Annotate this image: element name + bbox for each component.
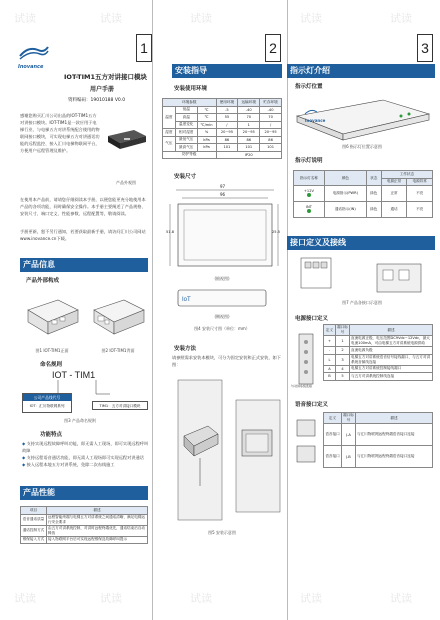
table-row xyxy=(163,106,282,114)
table-cell: L xyxy=(324,354,336,365)
table-cell: - xyxy=(324,347,336,355)
table-header: 指示灯名称 xyxy=(294,171,325,186)
table-cell: 气压 xyxy=(163,136,176,151)
table-cell: 通话 xyxy=(381,202,407,218)
power-connector-illustration xyxy=(291,332,321,388)
page-2 xyxy=(152,0,287,620)
brand-label: Inovance xyxy=(305,118,326,123)
subsection-method: 安装方法 xyxy=(174,346,197,352)
table-cell: / xyxy=(216,121,238,129)
dimension-drawing-top xyxy=(166,184,284,274)
table-header-row xyxy=(324,413,433,424)
feature-list xyxy=(22,440,148,468)
table-cell: 通话指示(IN) xyxy=(324,202,366,218)
table-header: 贮存环境 xyxy=(260,99,282,107)
table-header: 项目 xyxy=(21,507,47,515)
table-cell: 语音通话质量 xyxy=(21,514,47,525)
table-header-row xyxy=(324,325,433,336)
section-indicator: 指示灯介绍 xyxy=(287,64,435,78)
module-front-illustration xyxy=(24,290,82,340)
naming-box-company xyxy=(22,393,72,413)
watermark: 试读 xyxy=(14,592,36,605)
table-cell: 由五方对讲系统控制，对讲时远程终端优先，通话结束后自动释放 xyxy=(47,525,148,536)
table-header: 电源异常 xyxy=(407,178,433,186)
subsection-features: 功能特点 xyxy=(40,432,63,438)
table-cell: 通话控制方式 xyxy=(21,525,47,536)
figure-6-caption: 图6 指示灯位置示意图 xyxy=(342,144,382,149)
table-row xyxy=(163,121,282,129)
table-cell: 维保接入方式 xyxy=(21,536,47,544)
table-row xyxy=(163,144,282,152)
table-cell: 湿度 xyxy=(163,129,176,137)
dimension-inner-height-label: 25.5 xyxy=(272,230,281,234)
table-row xyxy=(324,373,433,381)
table-cell: 5 xyxy=(336,373,350,381)
feature-item: ◆ 接入远程本地五方对讲系统，免除二次布线施工 xyxy=(22,462,115,467)
table-cell: 与汇川物联网远程终端语音接口连接 xyxy=(356,446,433,468)
watermark: 试读 xyxy=(300,12,322,25)
watermark: 试读 xyxy=(100,12,122,25)
table-cell: 相对湿度 xyxy=(175,129,197,137)
table-header: 描述 xyxy=(47,507,148,515)
table-cell: A xyxy=(324,365,336,373)
table-cell: 4 xyxy=(336,365,350,373)
naming-box-company-title: 公司产品线代号 xyxy=(23,394,71,401)
table-cell: 101 xyxy=(238,144,260,152)
table-cell: 低温 xyxy=(175,106,197,114)
subsection-parts: 产品外部构成 xyxy=(26,278,60,284)
table-cell: 远程智能终端与电梯五方对讲系统之间通话清晰，满足电梯运行安全要求 xyxy=(47,514,148,525)
table-cell: -40 xyxy=(260,106,282,114)
led-green-icon xyxy=(307,193,311,197)
table-header: 端口标号 xyxy=(337,325,348,334)
section-product-info: 产品信息 xyxy=(20,258,148,272)
table-header: 端口标号 xyxy=(343,413,354,422)
installation-illustration-b xyxy=(232,396,284,516)
table-row xyxy=(294,202,433,218)
page-number: 2 xyxy=(265,34,281,62)
table-header: 描述 xyxy=(356,413,433,424)
page-1 xyxy=(0,0,152,620)
table-row xyxy=(324,347,433,355)
page-title: IOT-TIM1五方对讲接口模块 xyxy=(64,73,148,81)
subsection-dimensions: 安装尺寸 xyxy=(174,174,197,180)
manual-subtitle: 用户手册 xyxy=(90,86,115,93)
table-cell: 防护等级 xyxy=(163,151,217,159)
subsection-indicator-description: 指示灯说明 xyxy=(295,158,323,164)
table-row xyxy=(163,114,282,122)
figure-7-caption: 图7 产品各接口示意图 xyxy=(342,300,382,305)
module-back-illustration xyxy=(90,290,148,340)
table-cell: 与汇川物联网远程终端语音接口连接 xyxy=(356,424,433,446)
table-row xyxy=(21,514,148,525)
page-3 xyxy=(287,0,440,620)
table-cell: 绿色 xyxy=(366,202,381,218)
table-cell: -40 xyxy=(238,106,260,114)
table-cell: 1 xyxy=(238,121,260,129)
section-ports: 接口定义及接线 xyxy=(287,236,435,250)
watermark: 试读 xyxy=(300,592,322,605)
figure-3-caption: 图3 产品命名规则 xyxy=(64,418,96,423)
voice-port-table xyxy=(323,412,433,468)
feature-item: ◆ 支持远程语音通话功能，即无需人工现场即可实现远程对讲通话 xyxy=(22,455,144,460)
table-cell: 语音接口 xyxy=(324,446,342,468)
table-cell: 20~95 xyxy=(238,129,260,137)
model-number: IOT - TIM1 xyxy=(52,370,96,380)
table-row xyxy=(324,446,433,468)
watermark: 试读 xyxy=(390,12,412,25)
inovance-logo xyxy=(18,44,50,70)
table-header: 工作状态 xyxy=(381,171,432,179)
figure-4-caption: 图4 安装尺寸图（单位：mm） xyxy=(194,326,250,331)
table-cell: 温度 xyxy=(163,106,176,129)
table-cell: / xyxy=(260,121,282,129)
table-cell: 绿色 xyxy=(366,186,381,202)
table-row xyxy=(324,365,433,373)
table-cell: 高温 xyxy=(175,114,197,122)
table-cell: 语音接口 xyxy=(324,424,342,446)
document-code: 资料编码：19010188 V0.0 xyxy=(68,98,126,103)
table-row xyxy=(324,354,433,365)
table-cell: J-A xyxy=(342,424,356,446)
table-cell: 70 xyxy=(238,114,260,122)
led-green-icon xyxy=(307,209,311,213)
watermark: 试读 xyxy=(390,592,412,605)
table-cell: J-B xyxy=(342,446,356,468)
table-row xyxy=(324,424,433,446)
power-port-table xyxy=(323,324,433,381)
installation-illustration-a xyxy=(174,376,226,526)
page-number: 1 xyxy=(136,34,152,62)
table-cell: 电源指示(PWR) xyxy=(324,186,366,202)
table-header: 定义 xyxy=(324,413,342,424)
table-cell: 20~95 xyxy=(260,129,282,137)
page-number: 3 xyxy=(417,34,433,62)
table-cell: 最高气压 xyxy=(175,144,197,152)
table-cell: 101 xyxy=(260,144,282,152)
intro-paragraph: 感谢您购买汇川公司出品的IOT-TIM1五方对讲接口模块。IOT-TIM1是一款应用于电梯行业、与电梯五方对讲系统配合使用的物联网接口模块，可实现电梯五方对讲通话功能的远程监控、接入汇川电梯物联网平台，方便用户远程管理及维护。 xyxy=(20,113,100,153)
table-cell: 接入物联网平台后可实现远程维保及故障呼叫提示 xyxy=(47,536,148,544)
table-header: 运输环境 xyxy=(238,99,260,107)
table-header: 使用环境 xyxy=(216,99,238,107)
section-installation: 安装指导 xyxy=(172,64,282,78)
table-cell: kPa xyxy=(197,144,216,152)
table-row xyxy=(21,536,148,544)
top-view-label: (俯视图) xyxy=(214,276,230,281)
indicator-position-illustration xyxy=(293,96,433,142)
watermark: 试读 xyxy=(14,12,36,25)
table-cell: 温度变化 xyxy=(175,121,197,129)
table-cell: ℃/min xyxy=(197,121,216,129)
table-cell: 直流电源正极，电压范围DC9Vdc~12Vdc，最大电流100mA，可由电梯五方对讲系统电源供给 xyxy=(350,336,433,347)
product-photo-caption: 产品外观图 xyxy=(116,180,136,185)
table-cell: 86 xyxy=(238,136,260,144)
table-header: 描述 xyxy=(350,325,433,336)
intro-paragraph-2: 在使用本产品前，请请您仔细阅读本手册，以便您能更充分地使用本产品的各项功能，同时确保安全操作。本手册主要阐述了产品规格、安装尺寸、端口定义、性能参数、远程配置等，敬请阅读。 xyxy=(20,197,146,216)
led-label: INT xyxy=(305,205,312,209)
indicator-table xyxy=(293,170,433,218)
table-cell: 70 xyxy=(260,114,282,122)
table-cell: 101 xyxy=(216,144,238,152)
table-cell: kPa xyxy=(197,136,216,144)
table-cell: 1 xyxy=(336,336,350,347)
watermark: 试读 xyxy=(190,592,212,605)
naming-box-product xyxy=(92,401,148,410)
environment-table xyxy=(162,98,282,159)
table-header: 定义 xyxy=(324,325,336,336)
dimension-drawing-side xyxy=(176,284,268,312)
dimension-width-label: 97 xyxy=(220,184,226,189)
table-cell: B xyxy=(324,373,336,381)
figure-5-caption: 图5 安装示意图 xyxy=(208,530,236,535)
table-cell: ℃ xyxy=(197,106,216,114)
table-cell: 2 xyxy=(336,347,350,355)
connector-side-label: 与对讲系统连接 xyxy=(291,384,313,388)
product-photo xyxy=(104,126,148,152)
subsection-environment: 安装使用环境 xyxy=(174,86,208,92)
table-header: 电源正常 xyxy=(381,178,407,186)
method-text: 请参照需求安装本模块，可分为固定安装和正式安装，如下图： xyxy=(172,355,281,367)
feature-item: ◆ 支持实现远程故障呼叫功能，即无需人工现场，即可实现远程呼叫故障 xyxy=(22,441,149,453)
table-header: 环境参数 xyxy=(163,99,217,107)
table-cell: 20~95 xyxy=(216,129,238,137)
subsection-indicator-position: 指示灯位置 xyxy=(295,84,323,90)
table-cell xyxy=(294,202,325,218)
led-label: +12V xyxy=(303,189,314,193)
table-row xyxy=(163,151,282,159)
subsection-naming: 命名规则 xyxy=(40,362,63,368)
table-row xyxy=(294,186,433,202)
subsection-voice-port: 语音接口定义 xyxy=(295,402,329,408)
table-cell: 电梯五方对讲系统语音信号接线端口，与五方对讲系统音频线连接 xyxy=(350,354,433,365)
table-row xyxy=(163,129,282,137)
table-cell: 86 xyxy=(216,136,238,144)
table-cell: 电梯五方对讲系统控制接线端口 xyxy=(350,365,433,373)
dimension-inner-label: 96 xyxy=(220,192,226,197)
voice-connector-illustration xyxy=(293,416,319,472)
table-cell: IP20 xyxy=(216,151,282,159)
subsection-power-port: 电源接口定义 xyxy=(295,316,329,322)
table-cell: 3 xyxy=(336,354,350,365)
table-header: 颜色 xyxy=(324,171,366,186)
table-row xyxy=(324,336,433,347)
side-view-label: (侧视图) xyxy=(214,314,230,319)
figure-2-caption: 图2 IOT-TIM1背面 xyxy=(101,348,135,353)
table-cell: 不亮 xyxy=(407,186,433,202)
table-cell: + xyxy=(324,336,336,347)
ports-illustration xyxy=(297,254,429,298)
table-row xyxy=(163,136,282,144)
logo-text: Inovance xyxy=(18,64,44,70)
table-cell: 最低气压 xyxy=(175,136,197,144)
watermark: 试读 xyxy=(190,12,212,25)
dimension-height-label: 51.8 xyxy=(166,230,175,234)
naming-box-product-value: TIM1：五方对讲接口模块 xyxy=(99,404,141,408)
svg-text:IoT: IoT xyxy=(182,297,191,303)
table-cell xyxy=(294,186,325,202)
table-cell: -5 xyxy=(216,106,238,114)
table-cell: 与五方对讲系统控制线连接 xyxy=(350,373,433,381)
table-cell: 正常 xyxy=(381,186,407,202)
watermark: 试读 xyxy=(100,592,122,605)
section-performance: 产品性能 xyxy=(20,486,148,500)
table-header-row xyxy=(163,99,282,107)
table-cell: 直流电源负极 xyxy=(350,347,433,355)
table-cell: 55 xyxy=(216,114,238,122)
figure-1-caption: 图1 IOT-TIM1正面 xyxy=(35,348,69,353)
naming-box-company-value: IOT：汇川物联网系列 xyxy=(29,404,65,408)
table-cell: 不亮 xyxy=(407,202,433,218)
table-header: 状态 xyxy=(366,171,381,186)
intro-paragraph-3: 手册更新，恕不另行通知，若要获取最新手册，请访问汇川公司网站www.inovance.cn下载。 xyxy=(20,229,146,241)
performance-table xyxy=(20,506,148,544)
table-cell: 86 xyxy=(260,136,282,144)
table-header-row xyxy=(294,171,433,179)
table-cell: ℃ xyxy=(197,114,216,122)
table-row xyxy=(21,525,148,536)
table-cell: % xyxy=(197,129,216,137)
